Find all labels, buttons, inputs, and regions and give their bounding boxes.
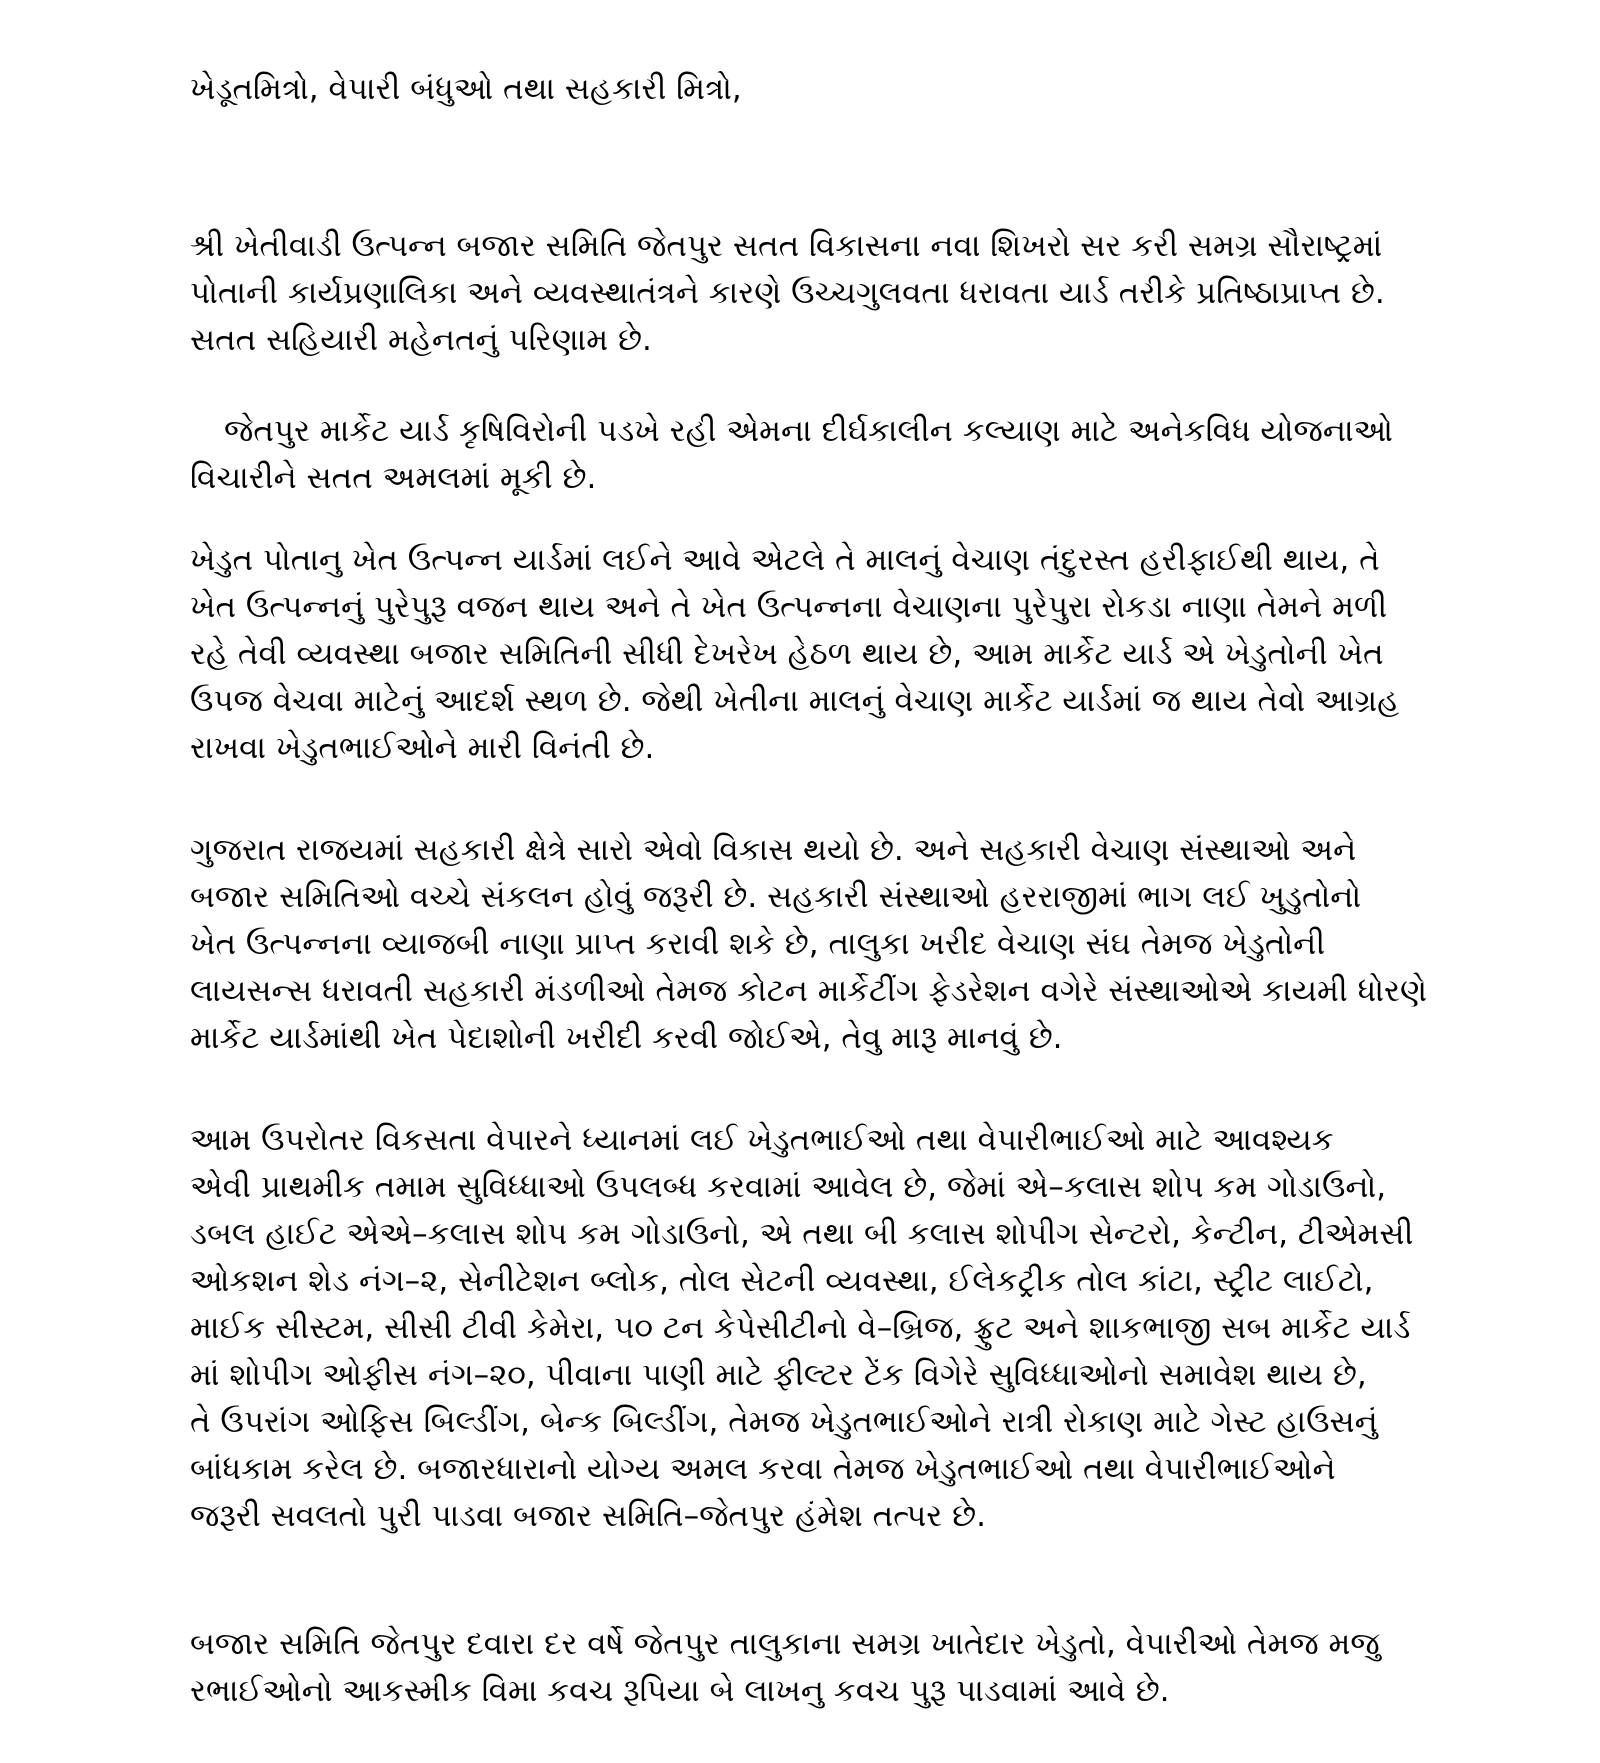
paragraph-2 <box>190 408 1440 502</box>
paragraph-line: રાખવા ખેડુતભાઈઓને મારી વિનંતી છે. <box>190 730 655 766</box>
paragraph-6 <box>190 1621 1440 1715</box>
salutation: ખેડૂતમિત્રો, વેપારી બંધુઓ તથા સહકારી મિત્રો, <box>190 71 742 107</box>
paragraph-1 <box>190 223 1440 364</box>
paragraph-line: આમ ઉપરોતર વિકસતા વેપારને ધ્યાનમાં લઈ ખેડુતભાઈઓ તથા વેપારીભાઈઓ માટે આવશ્યક <box>190 1122 1334 1158</box>
paragraph-3 <box>190 537 1440 772</box>
paragraph-line: વિચારીને સતત અમલમાં મૂકી છે. <box>190 460 597 496</box>
paragraph-line: બજાર સમિતિઓ વચ્ચે સંકલન હોવું જરૂરી છે. સહકારી સંસ્થાઓ હરરાજીમાં ભાગ લઈ ખુડુતોનો <box>190 879 1362 915</box>
paragraph-line: લાયસન્સ ધરાવતી સહકારી મંડળીઓ તેમજ કોટન માર્કેટીંગ ફેડરેશન વગેરે સંસ્થાઓએ કાયમી ધોરણે <box>190 973 1428 1009</box>
paragraph-line: ખેત ઉત્પન્નના વ્યાજબી નાણા પ્રાપ્ત કરાવી શકે છે, તાલુકા ખરીદ વેચાણ સંઘ તેમજ ખેડુતોની <box>190 926 1326 962</box>
paragraph-line: સતત સહિયારી મહેનતનું પરિણામ છે. <box>190 322 652 358</box>
paragraph-line: જેતપુર માર્કેટ યાર્ડ કૃષિવિરોની પડખે રહી એમના દીર્ઘકાલીન કલ્યાણ માટે અનેકવિધ યોજનાઓ <box>224 413 1393 449</box>
paragraph-line: રભાઈઓનો આકસ્મીક વિમા કવચ રૂપિયા બે લાખનુ કવચ પુરૂ પાડવામાં આવે છે. <box>190 1673 1170 1709</box>
paragraph-line: માઈક સીસ્ટમ, સીસી ટીવી કેમેરા, ૫૦ ટન કેપેસીટીનો વે–બ્રિજ, ફ્રુટ અને શાકભાજી સબ માર્કેટ યાર્ડ <box>190 1310 1411 1346</box>
paragraph-line: ખેડુત પોતાનુ ખેત ઉત્પન્ન યાર્ડમાં લઈને આવે એટલે તે માલનું વેચાણ તંદુરસ્ત હરીફાઈથી થાય, તે <box>190 542 1380 578</box>
paragraph-line: એવી પ્રાથમીક તમામ સુવિધ્ધાઓ ઉપલબ્ધ કરવામાં આવેલ છે, જેમાં એ–કલાસ શોપ કમ ગોડાઉનો, <box>190 1169 1387 1205</box>
paragraph-line: ખેત ઉત્પન્નનું પુરેપુરૂ વજન થાય અને તે ખેત ઉત્પન્નના વેચાણના પુરેપુરા રોકડા નાણા તેમને મળી <box>190 589 1388 625</box>
paragraph-line: જરૂરી સવલતો પુરી પાડવા બજાર સમિતિ–જેતપુર હંમેશ તત્પર છે. <box>190 1498 986 1534</box>
paragraph-line: માં શોપીગ ઓફીસ નંગ–૨૦, પીવાના પાણી માટે ફીલ્ટર ટેંક વિગેરે સુવિધ્ધાઓનો સમાવેશ થાય છે, <box>190 1357 1367 1393</box>
paragraph-5 <box>190 1117 1440 1540</box>
paragraph-line: બાંધકામ કરેલ છે. બજારધારાનો યોગ્ય અમલ કરવા તેમજ ખેડુતભાઈઓ તથા વેપારીભાઈઓને <box>190 1451 1336 1487</box>
paragraph-line: બજાર સમિતિ જેતપુર દવારા દર વર્ષે જેતપુર તાલુકાના સમગ્ર ખાતેદાર ખેડુતો, વેપારીઓ તેમજ મજુ <box>190 1626 1380 1662</box>
paragraph-line: ઉપજ વેચવા માટેનું આદર્શ સ્થળ છે. જેથી ખેતીના માલનું વેચાણ માર્કેટ યાર્ડમાં જ થાય તેવો આગ્રહ <box>190 683 1400 719</box>
paragraph-line: રહે તેવી વ્યવસ્થા બજાર સમિતિની સીધી દેખરેખ હેઠળ થાય છે, આમ માર્કેટ યાર્ડ એ ખેડુતોની ખેત <box>190 636 1384 672</box>
paragraph-line: શ્રી ખેતીવાડી ઉત્પન્ન બજાર સમિતિ જેતપુર સતત વિકાસના નવા શિખરો સર કરી સમગ્ર સૌરાષ્ટ્રમાં <box>190 228 1383 264</box>
paragraph-line: પોતાની કાર્યપ્રણાલિકા અને વ્યવસ્થાતંત્રને કારણે ઉચ્ચગુલવતા ધરાવતા યાર્ડ તરીકે પ્રતિષ્ઠાપ્રાપ્ત છે. <box>190 275 1385 311</box>
paragraph-line: ડબલ હાઈટ એએ–કલાસ શોપ કમ ગોડાઉનો, એ તથા બી કલાસ શોપીગ સેન્ટરો, કેન્ટીન, ટીએમસી <box>190 1216 1414 1252</box>
paragraph-line: તે ઉપરાંગ ઓફિસ બિલ્ડીંગ, બેન્ક બિલ્ડીંગ, તેમજ ખેડુતભાઈઓને રાત્રી રોકાણ માટે ગેસ્ટ હાઉસનું <box>190 1404 1378 1440</box>
paragraph-line: ગુજરાત રાજયમાં સહકારી ક્ષેત્રે સારો એવો વિકાસ થયો છે. અને સહકારી વેચાણ સંસ્થાઓ અને <box>190 832 1357 868</box>
paragraph-4 <box>190 827 1440 1062</box>
paragraph-line: ઓકશન શેડ નંગ–૨, સેનીટેશન બ્લોક, તોલ સેટની વ્યવસ્થા, ઈલેકટ્રીક તોલ કાંટા, સ્ટ્રીટ લાઈટો, <box>190 1263 1374 1299</box>
paragraph-line: માર્કેટ યાર્ડમાંથી ખેત પેદાશોની ખરીદી કરવી જોઈએ, તેવુ મારૂ માનવું છે. <box>190 1020 1063 1056</box>
